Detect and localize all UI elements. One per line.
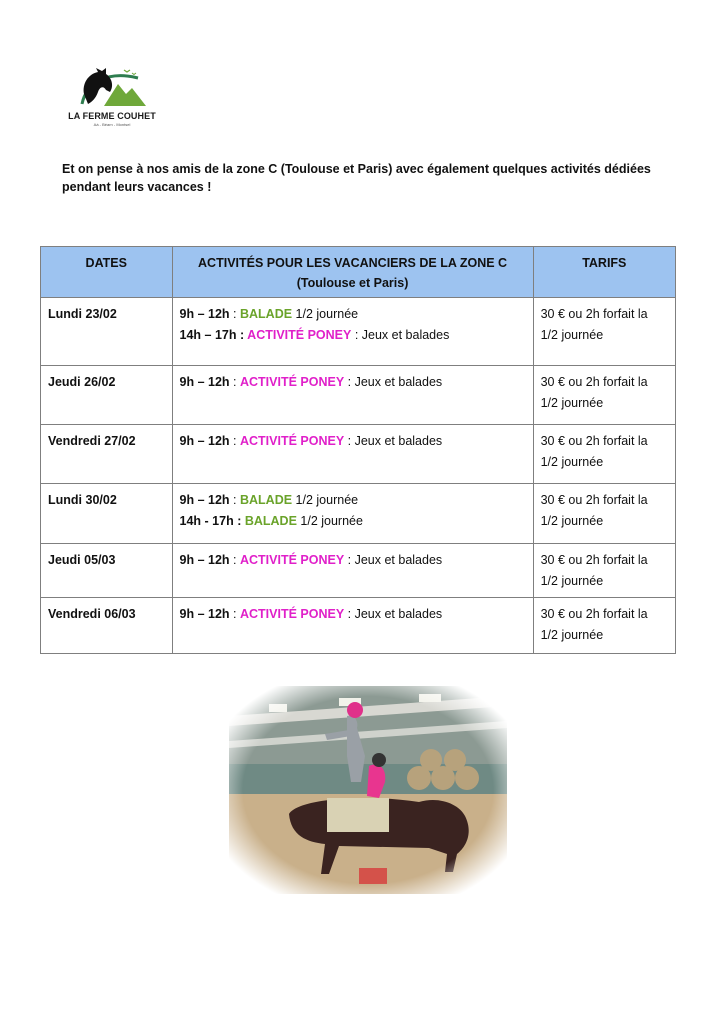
activity-detail: 1/2 journée (292, 493, 359, 507)
logo-name: LA FERME COUHET (68, 111, 156, 121)
table-row (41, 598, 676, 654)
row-date: Lundi 30/02 (41, 484, 173, 544)
pony-riding-photo (229, 686, 507, 894)
activity-balade-label: BALADE (239, 493, 293, 507)
row-activities (172, 298, 533, 366)
activity-balade-label: BALADE (239, 307, 293, 321)
row-date: Lundi 23/02 (41, 298, 173, 366)
activity-line (180, 604, 526, 625)
activity-detail: 1/2 journée (296, 514, 363, 528)
row-activities (172, 544, 533, 598)
table-header-row (41, 247, 676, 298)
horse-mountain-logo-icon (76, 64, 148, 110)
activity-line (180, 372, 526, 393)
activity-separator: : (229, 434, 240, 448)
row-tarif: 30 € ou 2h forfait la 1/2 journée (533, 425, 675, 484)
header-activities (172, 247, 533, 298)
activity-separator: : (229, 493, 240, 507)
row-tarif: 30 € ou 2h forfait la 1/2 journée (533, 484, 675, 544)
activity-time: 9h – 12h (179, 375, 230, 389)
schedule-table (40, 246, 676, 654)
activity-separator: : (233, 514, 245, 528)
activity-time: 9h – 12h (179, 434, 230, 448)
table-row (41, 298, 676, 366)
activity-balade-label: BALADE (244, 514, 297, 528)
header-activities-title: ACTIVITÉS POUR LES VACANCIERS DE LA ZONE C (198, 256, 508, 270)
activity-detail: : Jeux et balades (344, 375, 443, 389)
row-date: Vendredi 27/02 (41, 425, 173, 484)
table-row (41, 366, 676, 425)
header-tarifs: TARIFS (533, 247, 675, 298)
activity-time: 14h - 17h (179, 514, 234, 528)
header-activities-sub: (Toulouse et Paris) (296, 276, 409, 290)
activity-poney-label: ACTIVITÉ PONEY (247, 328, 352, 342)
activity-separator: : (229, 307, 240, 321)
logo-tagline: Aà - Béarn - Montsel (93, 122, 131, 127)
header-dates: DATES (41, 247, 173, 298)
row-tarif: 30 € ou 2h forfait la 1/2 journée (533, 598, 675, 654)
activity-line (180, 325, 526, 346)
row-activities (172, 484, 533, 544)
row-activities (172, 425, 533, 484)
activity-detail: : Jeux et balades (344, 434, 443, 448)
activity-detail: : Jeux et balades (344, 553, 443, 567)
activity-separator: : (236, 328, 248, 342)
activity-detail: : Jeux et balades (351, 328, 450, 342)
children-on-horse-image (229, 686, 507, 894)
activity-separator: : (229, 553, 240, 567)
activity-poney-label: ACTIVITÉ PONEY (239, 375, 345, 389)
activity-separator: : (229, 375, 240, 389)
row-activities (172, 598, 533, 654)
activity-separator: : (229, 607, 240, 621)
table-row (41, 425, 676, 484)
activity-time: 9h – 12h (179, 307, 230, 321)
activity-poney-label: ACTIVITÉ PONEY (239, 434, 345, 448)
activity-line (180, 431, 526, 452)
farm-logo (66, 64, 158, 130)
activity-time: 9h – 12h (179, 553, 230, 567)
activity-line (180, 304, 526, 325)
row-date: Jeudi 05/03 (41, 544, 173, 598)
table-row (41, 484, 676, 544)
activity-time: 9h – 12h (179, 607, 230, 621)
activity-detail: : Jeux et balades (344, 607, 443, 621)
row-tarif: 30 € ou 2h forfait la 1/2 journée (533, 366, 675, 425)
activity-line (180, 511, 526, 532)
activity-poney-label: ACTIVITÉ PONEY (239, 553, 345, 567)
activity-poney-label: ACTIVITÉ PONEY (239, 607, 345, 621)
row-tarif: 30 € ou 2h forfait la 1/2 journée (533, 298, 675, 366)
table-row (41, 544, 676, 598)
activity-line (180, 490, 526, 511)
row-tarif: 30 € ou 2h forfait la 1/2 journée (533, 544, 675, 598)
row-activities (172, 366, 533, 425)
row-date: Jeudi 26/02 (41, 366, 173, 425)
activity-time: 14h – 17h (179, 328, 237, 342)
row-date: Vendredi 06/03 (41, 598, 173, 654)
activity-line (180, 550, 526, 571)
activity-time: 9h – 12h (179, 493, 230, 507)
activity-detail: 1/2 journée (292, 307, 359, 321)
intro-text: Et on pense à nos amis de la zone C (Toulouse et Paris) avec également quelques activités dédiées pendant leurs vacances ! (62, 162, 651, 194)
